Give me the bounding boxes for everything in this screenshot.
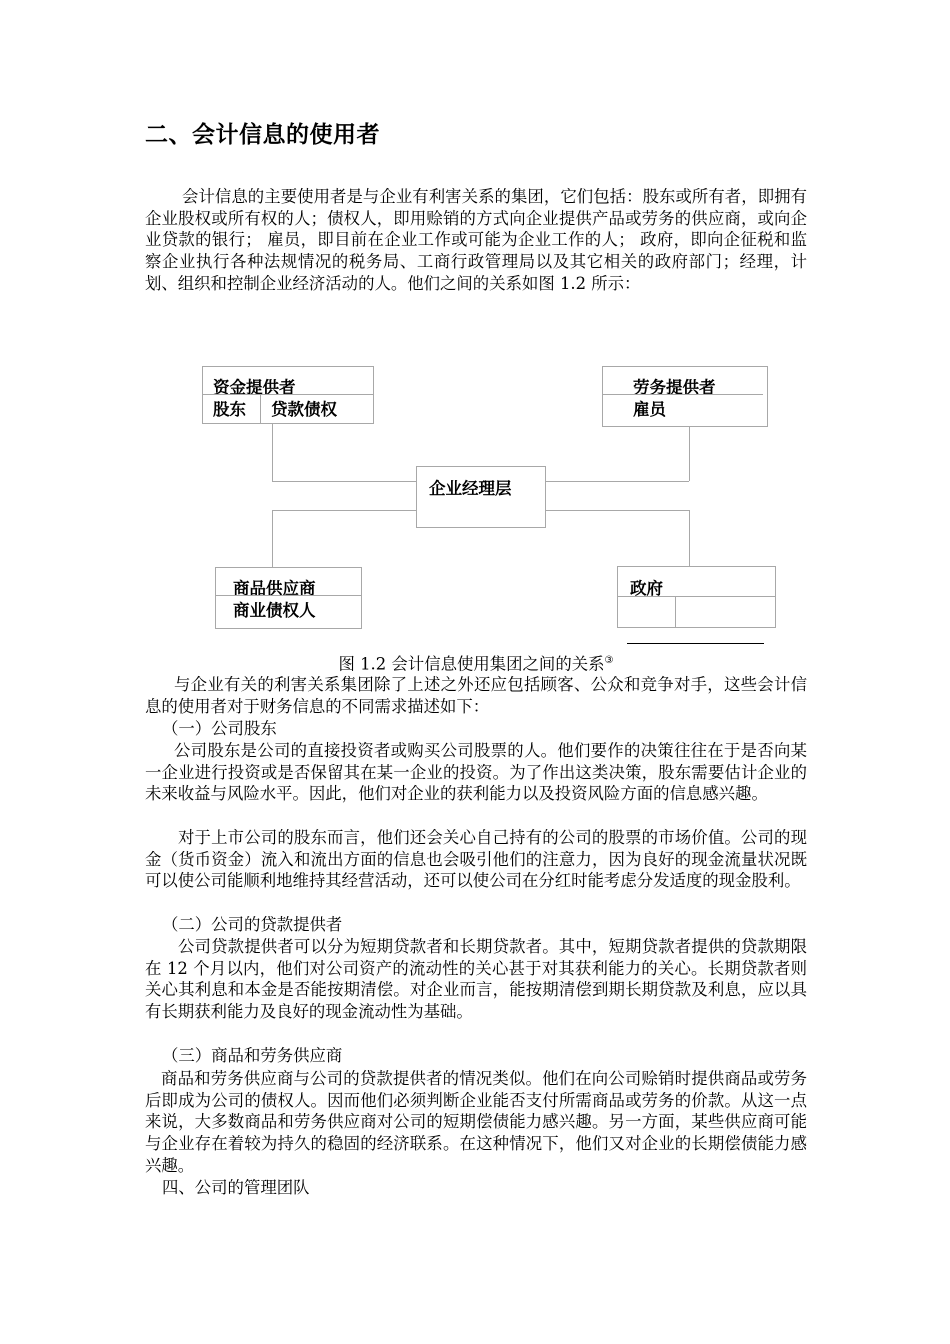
capital-provider-inner-divider [260,394,261,423]
heading-shareholders: （一）公司股东 [162,719,277,738]
capital-provider-divider [203,394,373,395]
capital-provider-shareholders: 股东 [213,400,246,419]
goods-supplier-title: 商品供应商 [233,579,316,598]
management-title: 企业经理层 [429,479,512,498]
labor-provider-title: 劳务提供者 [633,378,716,397]
labor-provider-employees: 雇员 [633,400,666,419]
figure-caption-text: 图 1.2 会计信息使用集团之间的关系 [338,654,605,674]
goods-supplier-creditors: 商业债权人 [233,601,316,620]
para-lenders: 公司贷款提供者可以分为短期贷款者和长期贷款者。其中，短期贷款者提供的贷款期限在 12 个月以内，他们对公司资产的流动性的关心甚于对其获利能力的关心。长期贷款者则关心其利息和本金是否能按期清偿。对企业而言，能按期清偿到期长期贷款及利息，应以具有长期获利能力及良好的现金流动性为基础。 [145,937,807,1022]
heading-lenders: （二）公司的贷款提供者 [162,915,343,934]
connector-capital-vertical [272,423,273,482]
footnote-separator [627,643,764,644]
capital-provider-box [202,366,374,424]
connector-labor-horizontal [545,481,689,482]
connector-gov-horizontal [545,510,689,511]
figure-note-mark: ③ [604,655,614,666]
goods-supplier-divider [216,595,361,596]
heading-management-team: 四、公司的管理团队 [162,1178,310,1197]
connector-capital-horizontal [272,481,417,482]
figure-caption [145,650,807,675]
connector-goods-horizontal [272,510,417,511]
connector-goods-vertical [272,510,273,568]
para-shareholders-2: 对于上市公司的股东而言，他们还会关心自己持有的公司的股票的市场价值。公司的现金（货币资金）流入和流出方面的信息也会吸引他们的注意力，因为良好的现金流量状况既可以使公司能顺利地维持其经营活动，还可以使公司在分红时能考虑分发适度的现金股利。 [145,828,807,891]
labor-provider-box [602,366,768,427]
government-divider [618,596,775,597]
para-suppliers: 商品和劳务供应商与公司的贷款提供者的情况类似。他们在向公司赊销时提供商品或劳务后即成为公司的债权人。因而他们必须判断企业能否支付所需商品或劳务的价款。从这一点来说，大多数商品和劳务供应商对公司的短期偿债能力感兴趣。另一方面，某些供应商可能与企业存在着较为持久的稳固的经济联系。在这种情况下，他们又对企业的长期偿债能力感兴趣。 [145,1069,807,1175]
capital-provider-title: 资金提供者 [213,378,296,397]
intro-paragraph: 会计信息的主要使用者是与企业有利害关系的集团，它们包括：股东或所有者，即拥有企业股权或所有权的人；债权人，即用赊销的方式向企业提供产品或劳务的供应商，或向企业贷款的银行； 雇员，即目前在企业工作或可能为企业工作的人； 政府，即向企征税和监察企业执行各种法规情况的税务局、工商行政管理局以及其它相关的政府部门；经理，计划、组织和控制企业经济活动的人。他们之间的关系如图 1.2 所示： [145,187,807,293]
connector-labor-vertical [689,427,690,481]
government-box [617,566,776,628]
labor-provider-divider [603,394,763,395]
government-title: 政府 [630,579,663,598]
section-title: 二、会计信息的使用者 [145,122,380,148]
government-inner-divider [675,596,676,627]
para-other-groups: 与企业有关的利害关系集团除了上述之外还应包括顾客、公众和竞争对手，这些会计信息的使用者对于财务信息的不同需求描述如下： [145,675,807,716]
goods-supplier-box [215,567,362,629]
capital-provider-loans: 贷款债权 [271,400,337,419]
management-box [416,466,546,528]
para-shareholders-1: 公司股东是公司的直接投资者或购买公司股票的人。他们要作的决策往往在于是否向某一企业进行投资或是否保留其在某一企业的投资。为了作出这类决策，股东需要估计企业的未来收益与风险水平。因此，他们对企业的获利能力以及投资风险方面的信息感兴趣。 [145,741,807,804]
heading-suppliers: （三）商品和劳务供应商 [162,1046,343,1065]
connector-gov-vertical [689,510,690,567]
